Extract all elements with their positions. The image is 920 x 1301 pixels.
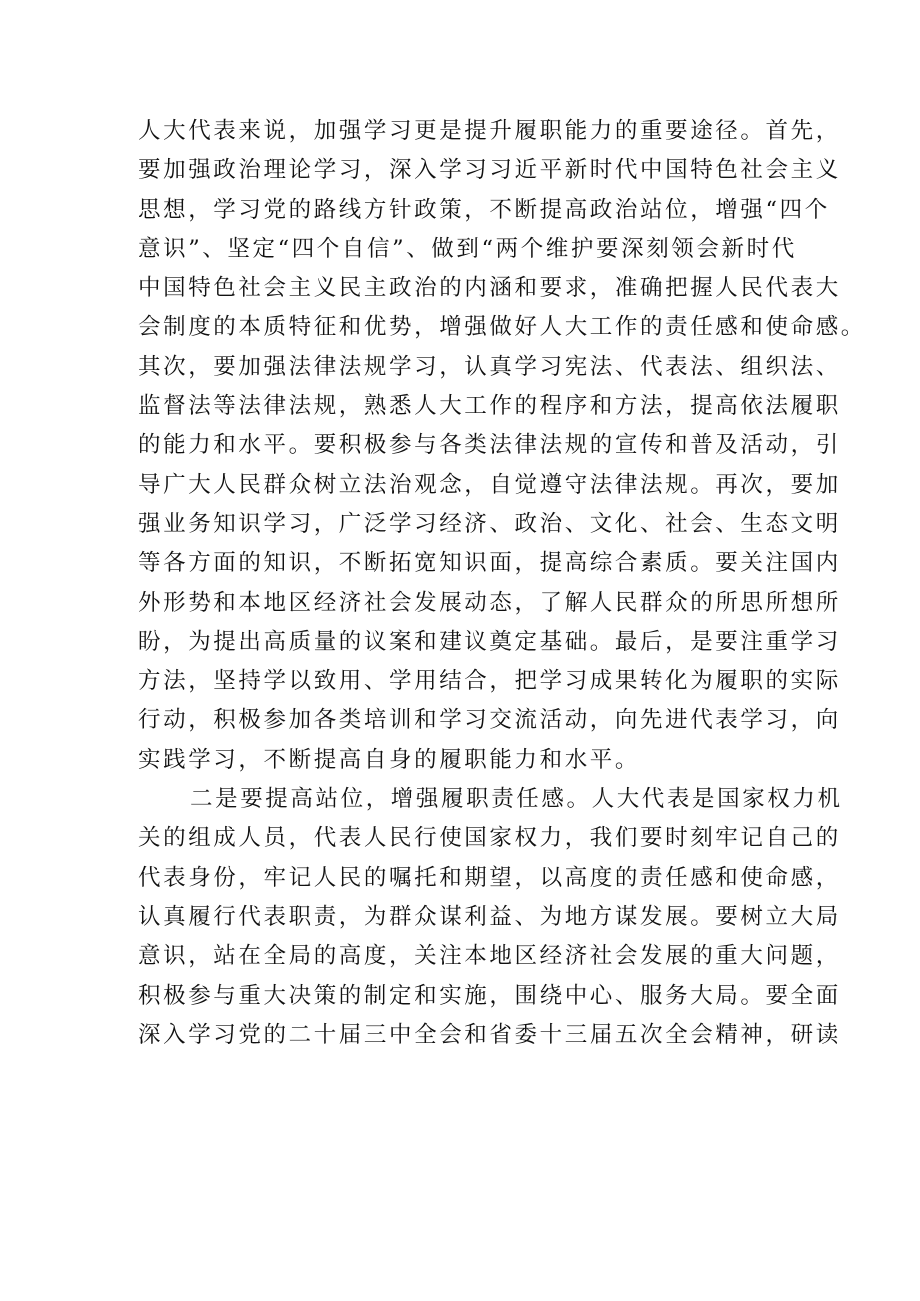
text-line: 意识，站在全局的高度，关注本地区经济社会发展的重大问题，: [138, 943, 841, 970]
text-line: 监督法等法律法规，熟悉人大工作的程序和方法，提高依法履职: [138, 393, 841, 420]
text-line: 要加强政治理论学习，深入学习习近平新时代中国特色社会主义: [138, 157, 841, 184]
text-line: 中国特色社会主义民主政治的内涵和要求，准确把握人民代表大: [138, 275, 841, 302]
body-text: [138, 112, 866, 1055]
paragraph-start-line: 二是要提高站位，增强履职责任感。人大代表是国家权力机: [190, 786, 843, 813]
text-line: 的能力和水平。要积极参与各类法律法规的宣传和普及活动，引: [138, 432, 841, 459]
text-line: 强业务知识学习，广泛学习经济、政治、文化、社会、生态文明: [138, 510, 841, 537]
text-line: 关的组成人员，代表人民行使国家权力，我们要时刻牢记自己的: [138, 825, 841, 852]
text-line: 方法，坚持学以致用、学用结合，把学习成果转化为履职的实际: [138, 668, 841, 695]
text-line: 思想，学习党的路线方针政策，不断提高政治站位，增强“四个: [138, 196, 830, 223]
text-line: 意识”、坚定“四个自信”、做到“两个维护要深刻领会新时代: [138, 235, 797, 262]
text-line: 其次，要加强法律法规学习，认真学习宪法、代表法、组织法、: [138, 353, 841, 380]
text-line: 积极参与重大决策的制定和实施，围绕中心、服务大局。要全面: [138, 982, 841, 1009]
text-line: 盼，为提出高质量的议案和建议奠定基础。最后，是要注重学习: [138, 628, 841, 655]
text-line: 外形势和本地区经济社会发展动态，了解人民群众的所思所想所: [138, 589, 841, 616]
text-line: 代表身份，牢记人民的嘱托和期望，以高度的责任感和使命感，: [138, 864, 841, 891]
text-line: 实践学习，不断提高自身的履职能力和水平。: [138, 746, 641, 773]
text-line: 深入学习党的二十届三中全会和省委十三届五次全会精神，研读: [138, 1021, 841, 1048]
text-line: 导广大人民群众树立法治观念，自觉遵守法律法规。再次，要加: [138, 471, 841, 498]
text-line: 等各方面的知识，不断拓宽知识面，提高综合素质。要关注国内: [138, 550, 841, 577]
text-line: 会制度的本质特征和优势，增强做好人大工作的责任感和使命感。: [138, 314, 866, 341]
text-line: 认真履行代表职责，为群众谋利益、为地方谋发展。要树立大局: [138, 903, 841, 930]
text-line: 行动，积极参加各类培训和学习交流活动，向先进代表学习，向: [138, 707, 841, 734]
text-line: 人大代表来说，加强学习更是提升履职能力的重要途径。首先，: [138, 118, 841, 144]
